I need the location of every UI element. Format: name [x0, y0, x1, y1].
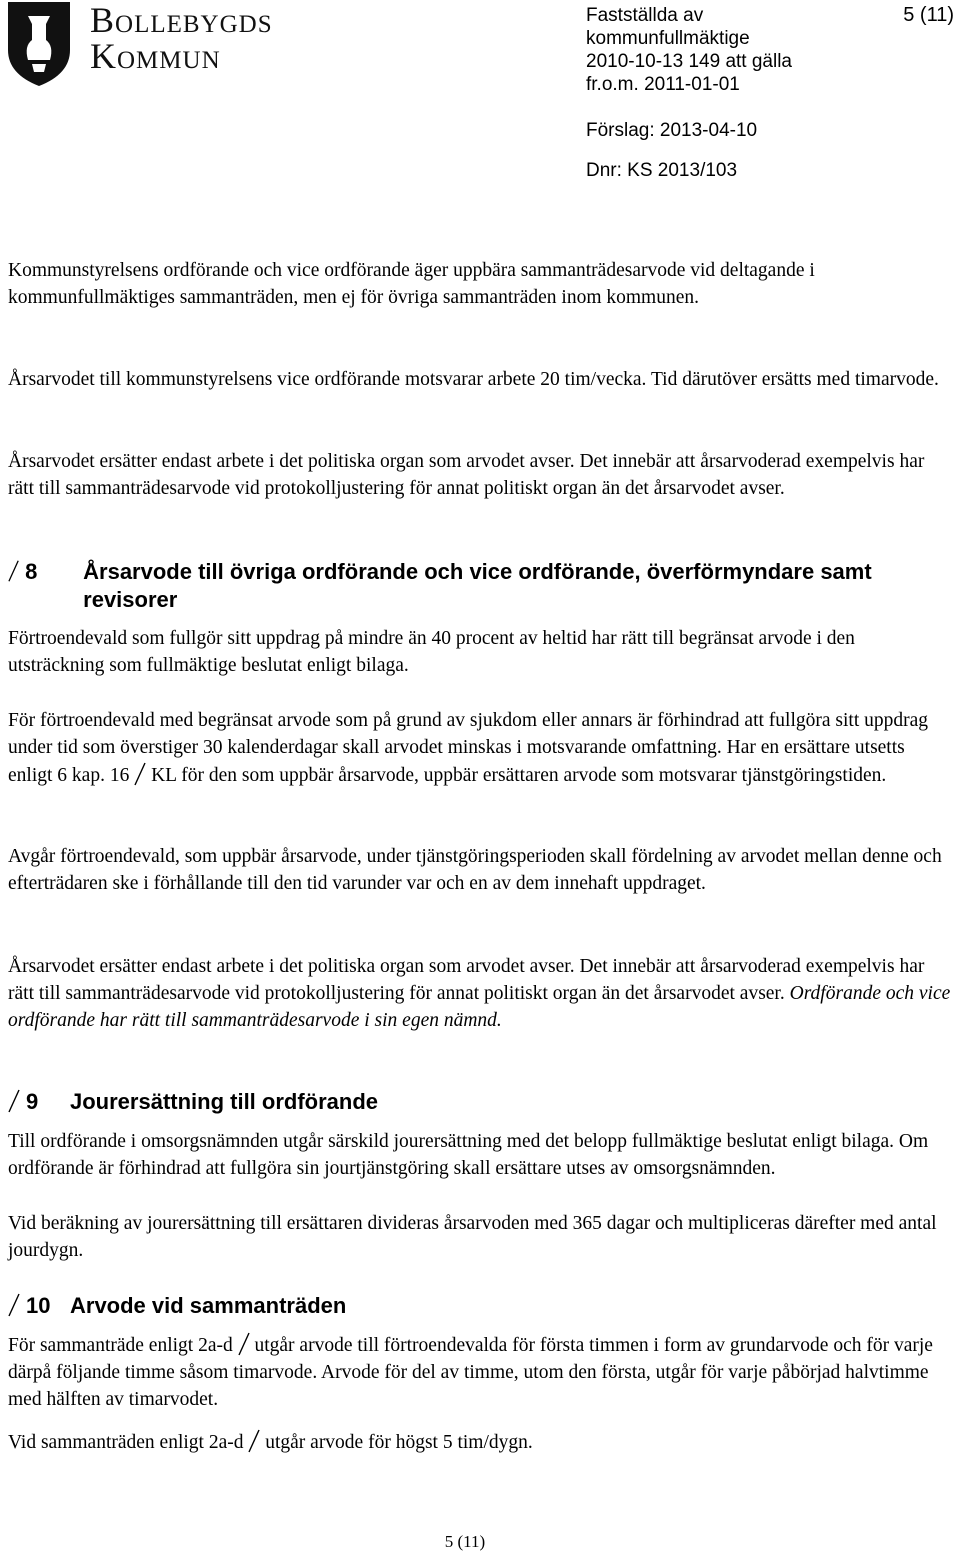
adoption-line: 2010-10-13 149 att gälla — [586, 51, 792, 72]
section-sign-icon — [248, 1428, 260, 1454]
section-10-paragraph-1: För sammanträde enligt 2a-d utgår arvode till förtroendevalda för första timmen i form av grundarvode och för varje därpå följande timme såsom timarvode. Arvode för del av timme, utom den första, utgår för varje påbörjad halvtimme med hälften av timarvodet. — [8, 1331, 953, 1413]
section-8-paragraph-3: Avgår förtroendevald, som uppbär årsarvode, under tjänstgöringsperioden skall fördelning av arvodet mellan denne och efterträdaren ske i förhållande till den tid varunder var och en av dem innehaft uppdraget. — [8, 846, 942, 894]
section-9-heading — [8, 1088, 378, 1116]
section-title: Jourersättning till ordförande — [70, 1089, 379, 1114]
section-9-paragraph-1: Till ordförande i omsorgsnämnden utgår särskild jourersättning med det belopp fullmäktige beslutat enligt bilaga. Om ordförande är förhindrad att fullgöra sin jourtjänstgöring skall ersättare utses av omsorgsnämnden. — [8, 1131, 929, 1179]
footer-page-number: 5 (11) — [444, 1532, 486, 1551]
logo-wordmark: Bollebygds Kommun — [90, 0, 273, 76]
section-8-paragraph-4: Årsarvodet ersätter endast arbete i det politiska organ som arvodet avser. Det innebär att årsarvoderad exempelvis har rätt till sammanträdesarvode vid protokolljustering för annat politiskt organ än det årsarvodet avser. Ordförande och vice ordförande har rätt till sammanträdesarvode i sin egen nämnd. — [8, 956, 951, 1031]
italic-note: Ordförande och vice ordförande har rätt till sammanträdesarvode i sin egen nämnd. — [8, 983, 951, 1031]
section-sign-icon — [238, 1331, 250, 1357]
section-number: 10 — [26, 1293, 51, 1318]
section-sign-icon — [8, 1088, 20, 1114]
section-number: 8 — [25, 559, 38, 584]
shield-logo-icon — [6, 0, 72, 88]
section-9-paragraph-2: Vid beräkning av jourersättning till ersättaren divideras årsarvoden med 365 dagar och multipliceras därefter med antal jourdygn. — [8, 1213, 937, 1261]
section-8-paragraph-2: För förtroendevald med begränsat arvode som på grund av sjukdom eller annars är förhindrad att fullgöra sitt uppdrag under tid som överstiger 30 kalenderdagar skall arvodet minskas i motsvarande omfattning. Har en ersättare utsetts enligt 6 kap. 16 KL för den som uppbär årsarvode, uppbär ersättaren arvode som motsvarar tjänstgöringstiden. — [8, 710, 929, 786]
section-number: 9 — [26, 1089, 39, 1114]
adoption-info — [586, 4, 792, 96]
section-10-heading — [8, 1292, 346, 1320]
section-10-paragraph-2: Vid sammanträden enligt 2a-d utgår arvode för högst 5 tim/dygn. — [8, 1428, 953, 1456]
section-title: Årsarvode till övriga ordförande och vice ordförande, överförmyndare samt revisorer — [83, 559, 872, 612]
adoption-line: Fastställda av — [586, 5, 704, 26]
section-sign-icon — [134, 761, 146, 787]
intro-paragraph-1: Kommunstyrelsens ordförande och vice ordförande äger uppbära sammanträdesarvode vid deltagande i kommunfullmäktiges sammanträden, men ej för övriga sammanträden inom kommunen. — [8, 260, 815, 308]
section-8-paragraph-1: Förtroendevald som fullgör sitt uppdrag på mindre än 40 procent av heltid har rätt till begränsat arvode i den utsträckning som fullmäktige beslutat enligt bilaga. — [8, 628, 855, 676]
document-number: Dnr: KS 2013/103 — [586, 160, 738, 181]
header-page-number: 5 (11) — [903, 4, 954, 26]
adoption-line: kommunfullmäktige — [586, 28, 750, 49]
intro-paragraph-2: Årsarvodet till kommunstyrelsens vice ordförande motsvarar arbete 20 tim/vecka. Tid därutöver ersätts med timarvode. — [8, 369, 939, 390]
section-sign-icon — [8, 558, 19, 584]
adoption-line: fr.o.m. 2011-01-01 — [586, 74, 740, 95]
intro-paragraph-3: Årsarvodet ersätter endast arbete i det politiska organ som arvodet avser. Det innebär att årsarvoderad exempelvis har rätt till sammanträdesarvode vid protokolljustering för annat politiskt organ än det årsarvodet avser. — [8, 451, 925, 499]
section-title: Arvode vid sammanträden — [70, 1293, 347, 1318]
section-sign-icon — [8, 1292, 20, 1318]
proposal-date: Förslag: 2013-04-10 — [586, 120, 758, 141]
section-8-heading — [8, 558, 908, 614]
